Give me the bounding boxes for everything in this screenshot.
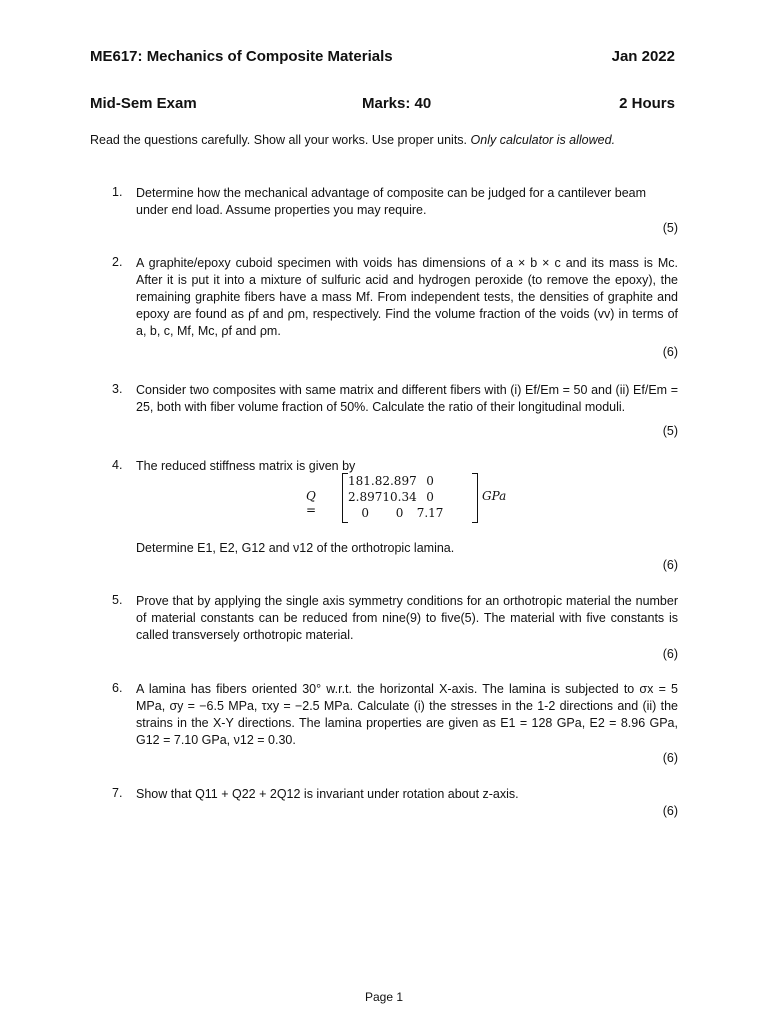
question-marks: (6)	[662, 751, 678, 765]
question-text-2: Determine E1, E2, G12 and ν12 of the orthotropic lamina.	[136, 541, 455, 555]
instructions-emphasis: Only calculator is allowed.	[470, 133, 616, 147]
question-number: 5.	[112, 593, 123, 607]
question-number: 6.	[112, 681, 123, 695]
matrix-cell: 10.34	[382, 490, 417, 504]
instructions	[90, 133, 690, 147]
question-marks: (6)	[662, 804, 678, 818]
question-3	[112, 382, 678, 438]
matrix-cell: 181.8	[348, 474, 383, 488]
question-text: A lamina has fibers oriented 30° w.r.t. the horizontal X-axis. The lamina is subjected to σx = 5 MPa, σy = −6.5 MPa, τxy = −2.5 MPa. Calculate (i) the stresses in the 1-2 directions and (ii) the strains in the X-Y directions. The lamina properties are given as E1 = 128 GPa, E2 = 8.96 GPa, G12 = 7.10 GPa, ν12 = 0.30.	[136, 682, 678, 747]
matrix-grid	[348, 473, 443, 521]
question-number: 1.	[112, 185, 123, 199]
matrix-cell: 2.897	[382, 474, 417, 488]
matrix-cell: 0	[426, 490, 434, 504]
instructions-text: Read the questions carefully. Show all your works. Use proper units.	[90, 133, 468, 147]
question-marks: (5)	[662, 424, 678, 438]
question-7	[112, 786, 678, 818]
question-marks: (6)	[662, 647, 678, 661]
question-text: Consider two composites with same matrix and different fibers with (i) Ef/Em = 50 and (ii) Ef/Em = 25, both with fiber volume fraction of 50%. Calculate the ratio of their longitudinal moduli.	[136, 383, 678, 414]
matrix-cell: 0	[395, 506, 404, 520]
matrix-cell: 0	[426, 474, 434, 488]
question-marks: (5)	[662, 221, 678, 235]
matrix-cell: 2.897	[348, 490, 383, 504]
matrix-cell: 7.17	[416, 506, 444, 520]
exam-duration: 2 Hours	[619, 95, 675, 112]
question-number: 4.	[112, 458, 123, 472]
question-text: The reduced stiffness matrix is given by	[136, 459, 356, 473]
matrix-label: Q =	[306, 489, 317, 517]
right-bracket	[472, 473, 478, 523]
question-number: 7.	[112, 786, 123, 800]
page-number: Page 1	[364, 990, 404, 1004]
question-5	[112, 593, 678, 661]
question-number: 3.	[112, 382, 123, 396]
question-number: 2.	[112, 255, 123, 269]
question-2	[112, 255, 678, 359]
matrix-cell: 0	[361, 506, 369, 520]
question-marks: (6)	[662, 558, 678, 572]
question-text: A graphite/epoxy cuboid specimen with voids has dimensions of a × b × c and its mass is Mc. After it is put it into a mixture of sulfuric acid and hydrogen peroxide (to remove the epoxy), the remaining graphite fibers have a mass Mf. From independent tests, the densities of graphite and epoxy are found as ρf and ρm, respectively. Find the volume fraction of the voids (vv) in terms of a, b, c, Mf, Mc, ρf and ρm.	[136, 256, 678, 338]
exam-type: Mid-Sem Exam	[90, 95, 197, 112]
matrix-unit: GPa	[482, 489, 507, 503]
question-text: Prove that by applying the single axis symmetry conditions for an orthotropic material the number of material constants can be reduced from nine(9) to five(5). The material with five constants is called transversely orthotropic material.	[136, 594, 678, 642]
total-marks: Marks: 40	[362, 95, 432, 112]
exam-date: Jan 2022	[611, 48, 675, 65]
question-text: Determine how the mechanical advantage of composite can be judged for a cantilever beam under end load. Assume properties you may require.	[136, 186, 647, 217]
course-title: ME617: Mechanics of Composite Materials	[90, 48, 393, 65]
question-1	[112, 185, 678, 235]
question-marks: (6)	[662, 345, 678, 359]
question-6	[112, 681, 678, 765]
question-text: Show that Q11 + Q22 + 2Q12 is invariant under rotation about z-axis.	[136, 787, 519, 801]
